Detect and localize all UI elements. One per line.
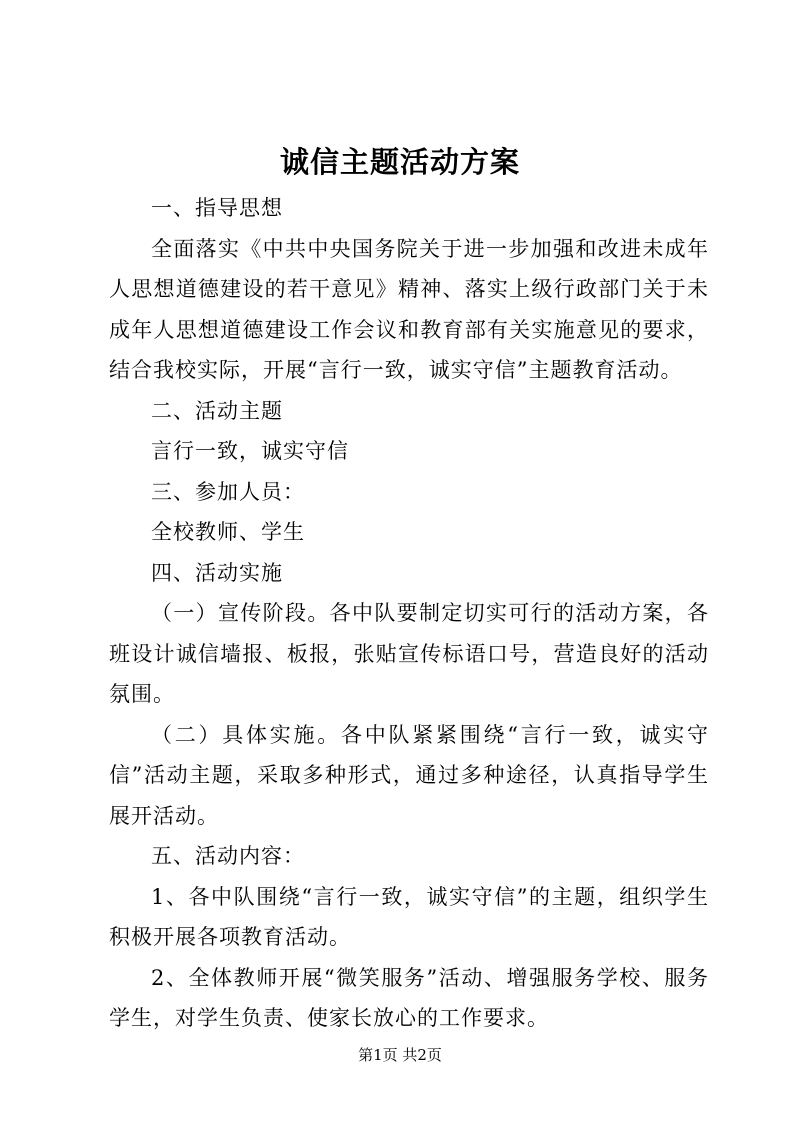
page-footer: 第1页 共2页 [358, 1046, 442, 1064]
list-item-content-2: 2、全体教师开展“微笑服务”活动、增强服务学校、服务学生，对学生负责、使家长放心的工作要求。 [109, 965, 709, 1030]
document-body [109, 188, 709, 1039]
document-title: 诚信主题活动方案 [279, 145, 520, 179]
list-item-content-1: 1、各中队围绕“言行一致，诚实守信”的主题，组织学生积极开展各项教育活动。 [109, 884, 709, 949]
section-heading-implementation: 四、活动实施 [151, 560, 283, 585]
paragraph-participants: 全校教师、学生 [151, 520, 305, 544]
paragraph-specific-implementation: （二）具体实施。各中队紧紧围绕“言行一致，诚实守信”活动主题，采取多种形式，通过多种途径，认真指导学生展开活动。 [109, 722, 709, 828]
section-heading-guiding-ideology: 一、指导思想 [151, 196, 283, 220]
paragraph-activity-theme: 言行一致，诚实守信 [151, 439, 349, 463]
paragraph-promotion-stage: （一）宣传阶段。各中队要制定切实可行的活动方案，各班设计诚信墙报、板报，张贴宣传标语口号，营造良好的活动氛围。 [109, 601, 709, 706]
section-heading-participants: 三、参加人员： [151, 479, 305, 504]
section-heading-activity-content: 五、活动内容： [151, 844, 305, 868]
section-heading-activity-theme: 二、活动主题 [151, 398, 283, 423]
paragraph-guiding-ideology: 全面落实《中共中央国务院关于进一步加强和改进未成年人思想道德建设的若干意见》精神、落实上级行政部门关于未成年人思想道德建设工作会议和教育部有关实施意见的要求，结合我校实际，开展“言行一致，诚实守信”主题教育活动。 [109, 236, 709, 382]
